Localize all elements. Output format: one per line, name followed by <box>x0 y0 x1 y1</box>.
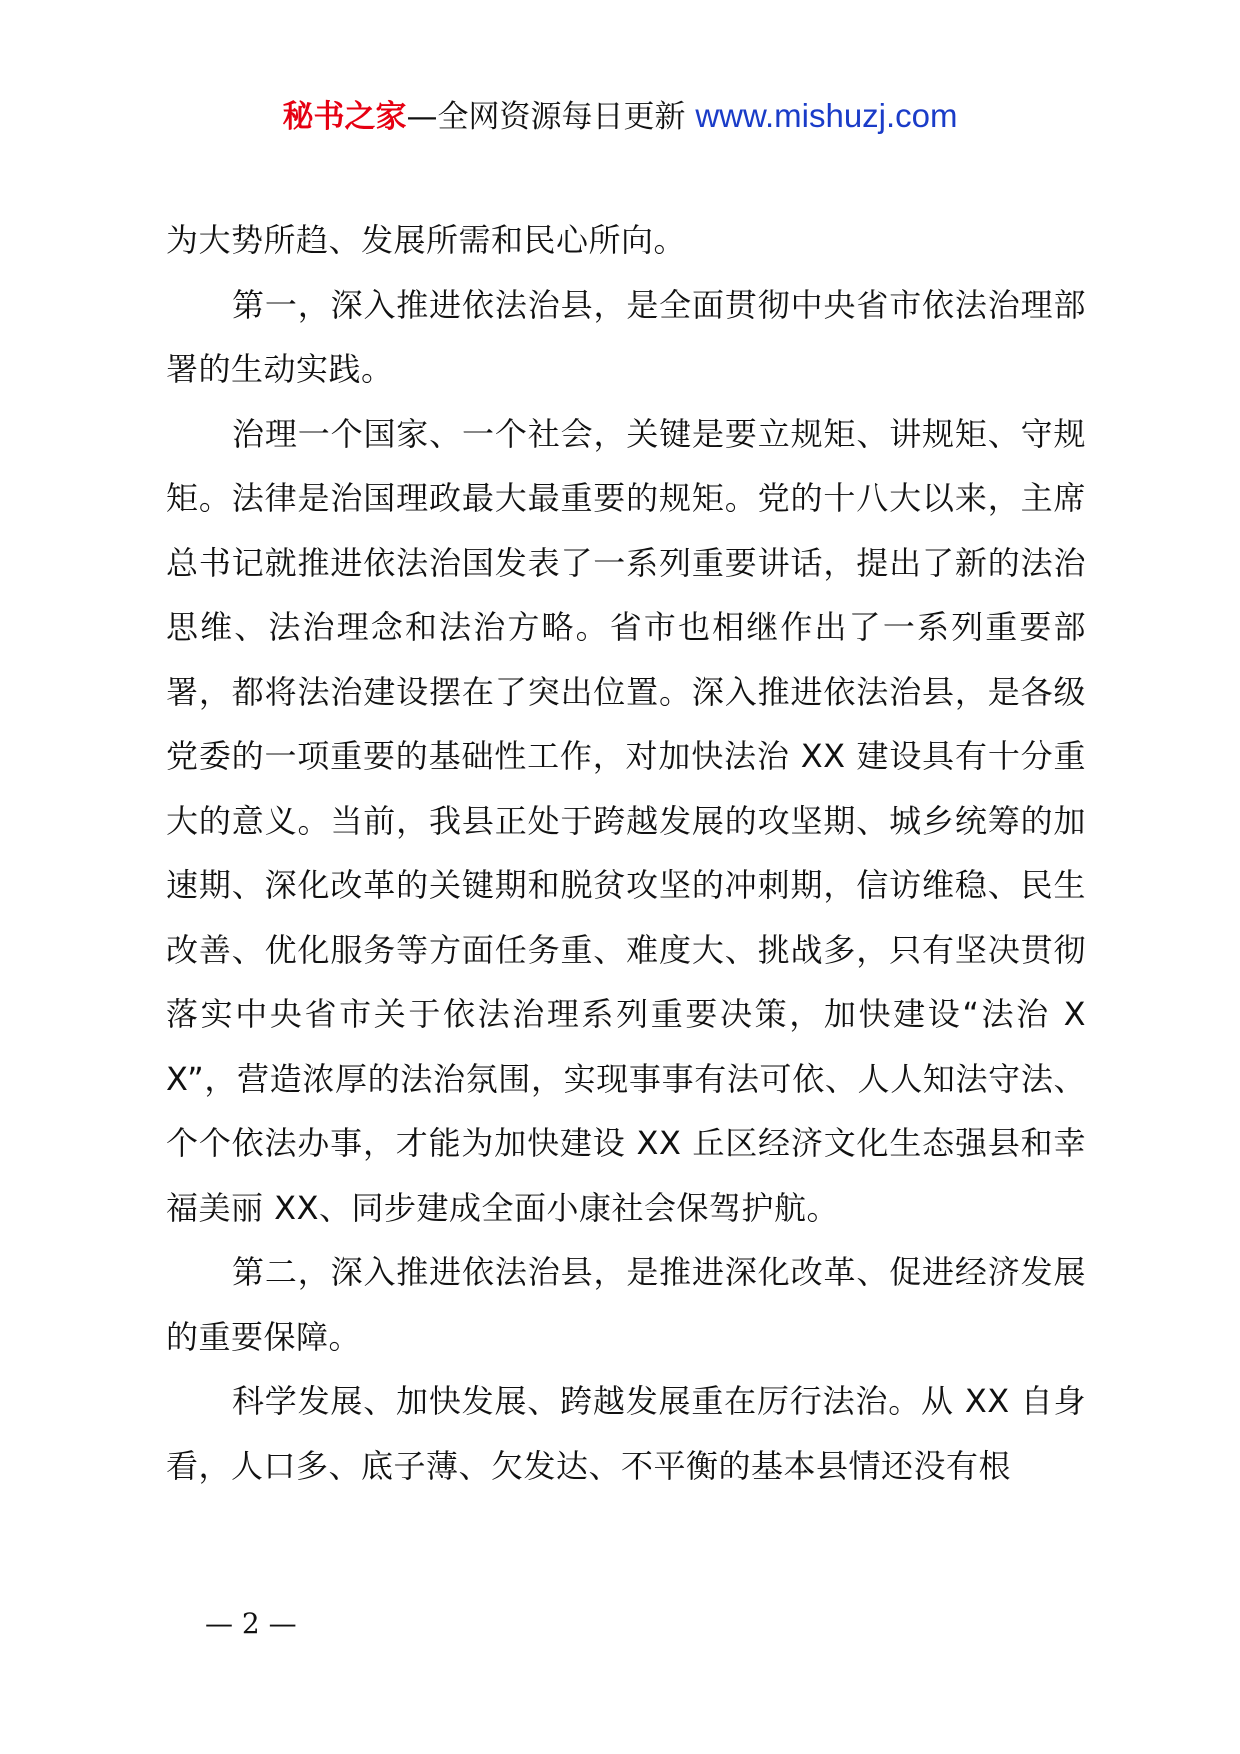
paragraph-continuation: 为大势所趋、发展所需和民心所向。 <box>166 221 687 259</box>
paragraph-heading-second: 第二，深入推进依法治县，是推进深化改革、促进经济发展的重要保障。 <box>166 1253 1086 1356</box>
paragraph: 治理一个国家、一个社会，关键是要立规矩、讲规矩、守规矩。法律是治国理政最大最重要的规矩。党的十八大以来，主席总书记就推进依法治国发表了一系列重要讲话，提出了新的法治思维、法治理念和法治方略。省市也相继作出了一系列重要部署，都将法治建设摆在了突出位置。深入推进依法治县，是各级党委的一项重要的基础性工作，对加快法治 XX 建设具有十分重大的意义。当前，我县正处于跨越发展的攻坚期、城乡统筹的加速期、深化改革的关键期和脱贫攻坚的冲刺期，信访维稳、民生改善、优化服务等方面任务重、难度大、挑战多，只有坚决贯彻落实中央省市关于依法治理系列重要决策，加快建设“法治 XX”，营造浓厚的法治氛围，实现事事有法可依、人人知法守法、个个依法办事，才能为加快建设 XX 丘区经济文化生态强县和幸福美丽 XX、同步建成全面小康社会保驾护航。 <box>166 414 1086 1227</box>
paragraph: 科学发展、加快发展、跨越发展重在厉行法治。从 XX 自身看，人口多、底子薄、欠发达、不平衡的基本县情还没有根 <box>166 1382 1086 1485</box>
site-url-link[interactable]: www.mishuzj.com <box>695 97 958 134</box>
site-brand: 秘书之家 <box>282 99 407 135</box>
site-slogan: —全网资源每日更新 <box>406 99 686 135</box>
page-number: — 2 — <box>205 1607 297 1640</box>
site-header <box>0 96 1240 137</box>
document-body <box>166 208 1086 1498</box>
paragraph-heading-first: 第一，深入推进依法治县，是全面贯彻中央省市依法治理部署的生动实践。 <box>166 285 1086 388</box>
